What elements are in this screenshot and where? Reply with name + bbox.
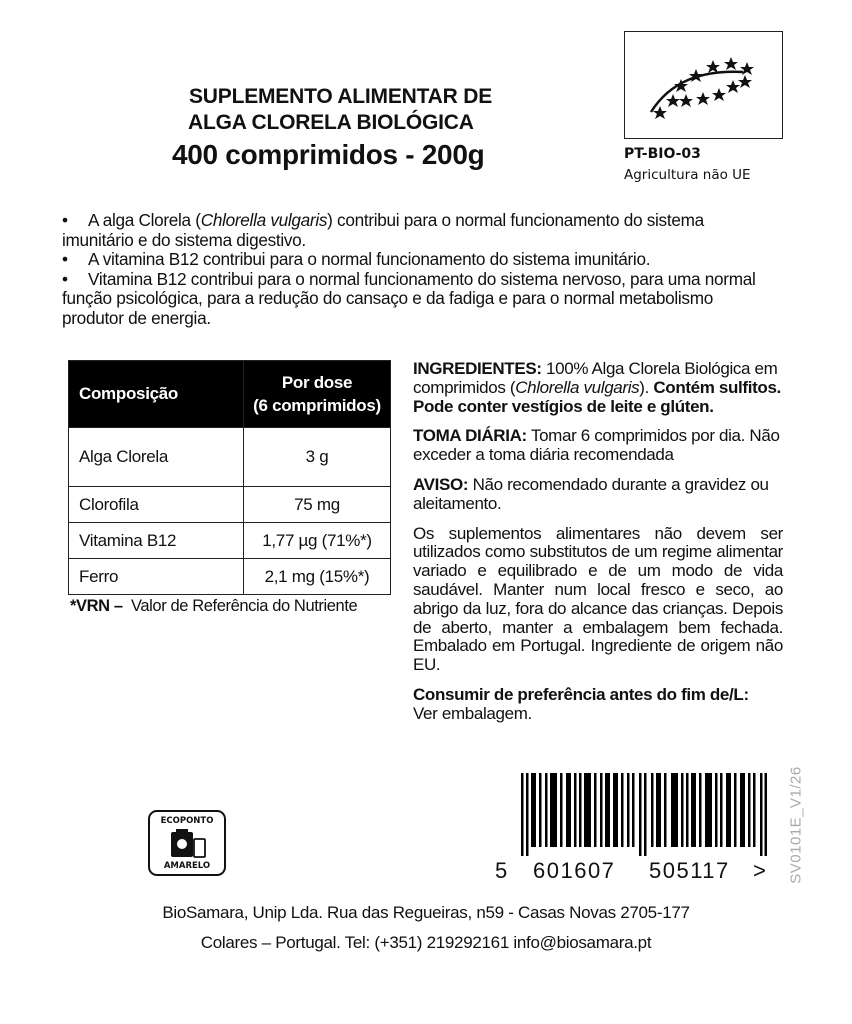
list-item: • A alga Clorela (Chlorella vulgaris) contribui para o normal funcionamento do sistema: [62, 210, 704, 230]
product-details: [413, 360, 783, 735]
product-title: [189, 84, 492, 136]
best-before: Consumir de preferência antes do fim de/L: Ver embalagem.: [413, 684, 749, 723]
table-row: Clorofila 75 mg: [69, 487, 391, 523]
composition-table: [68, 360, 391, 595]
list-item: • A vitamina B12 contribui para o normal funcionamento do sistema imunitário.: [62, 249, 651, 270]
warning: AVISO: Não recomendado durante a gravidez ou aleitamento.: [413, 474, 769, 513]
list-item-continuation: produtor de energia.: [62, 307, 211, 328]
vrn-footnote: *VRN – Valor de Referência do Nutriente: [70, 597, 358, 615]
list-item: • Vitamina B12 contribui para o normal funcionamento do sistema nervoso, para uma normal: [62, 268, 756, 289]
barcode-icon: [521, 773, 767, 856]
general-advice: Os suplementos alimentares não devem ser utilizados como substitutos de um regime alimentar variado e equilibrado e de um modo de vida saudável. Manter num local fresco e seco, ao abrigo da luz, fora do alcance das crianças. Depois de aberto, manter a embalagem bem fechada. Embalado em Portugal. Ingrediente de origem não EU.: [413, 523, 783, 675]
column-header-composition: Composição: [69, 361, 244, 428]
barcode-end-mark: >: [753, 858, 766, 883]
list-item-continuation: função psicológica, para a redução do cansaço e da fadiga e para o normal metabolismo: [62, 288, 713, 309]
table-row: Vitamina B12 1,77 µg (71%*): [69, 523, 391, 559]
ecoponto-bin-icon: [148, 810, 226, 876]
version-code: SV0101E_V1/26: [787, 766, 805, 884]
barcode-group-1: 601607: [533, 858, 616, 883]
ecoponto-bottom-label: AMARELO: [163, 861, 211, 871]
barcode-group-2: 505117: [649, 858, 730, 883]
title-line-2: ALGA CLORELA BIOLÓGICA: [188, 111, 474, 134]
table-header-row: [69, 361, 391, 428]
table-row: Ferro 2,1 mg (15%*): [69, 559, 391, 595]
table-row: Alga Clorela 3 g: [69, 428, 391, 487]
health-claims-list: [62, 211, 802, 329]
column-header-per-dose: Por dose (6 comprimidos): [244, 361, 391, 428]
product-quantity: 400 comprimidos - 200g: [172, 139, 485, 170]
list-item-continuation: imunitário e do sistema digestivo.: [62, 229, 306, 250]
daily-dose: TOMA DIÁRIA: Tomar 6 comprimidos por dia. Não exceder a toma diária recomendada: [413, 426, 780, 465]
ecoponto-top-label: ECOPONTO: [160, 816, 214, 826]
title-line-1: SUPLEMENTO ALIMENTAR DE: [189, 85, 493, 108]
company-address-line-1: BioSamara, Unip Lda. Rua das Regueiras, n59 - Casas Novas 2705-177: [162, 903, 690, 922]
eu-organic-leaf-icon: [624, 31, 783, 139]
ingredients: INGREDIENTES: 100% Alga Clorela Biológica em comprimidos (Chlorella vulgaris). Contém sulfitos. Pode conter vestígios de leite e glúten.: [413, 359, 781, 416]
company-address-line-2: Colares – Portugal. Tel: (+351) 219292161 info@biosamara.pt: [200, 933, 652, 952]
barcode-first-digit: 5: [495, 858, 508, 883]
agriculture-origin: Agricultura não UE: [624, 167, 751, 183]
certification-code: PT-BIO-03: [624, 146, 701, 162]
